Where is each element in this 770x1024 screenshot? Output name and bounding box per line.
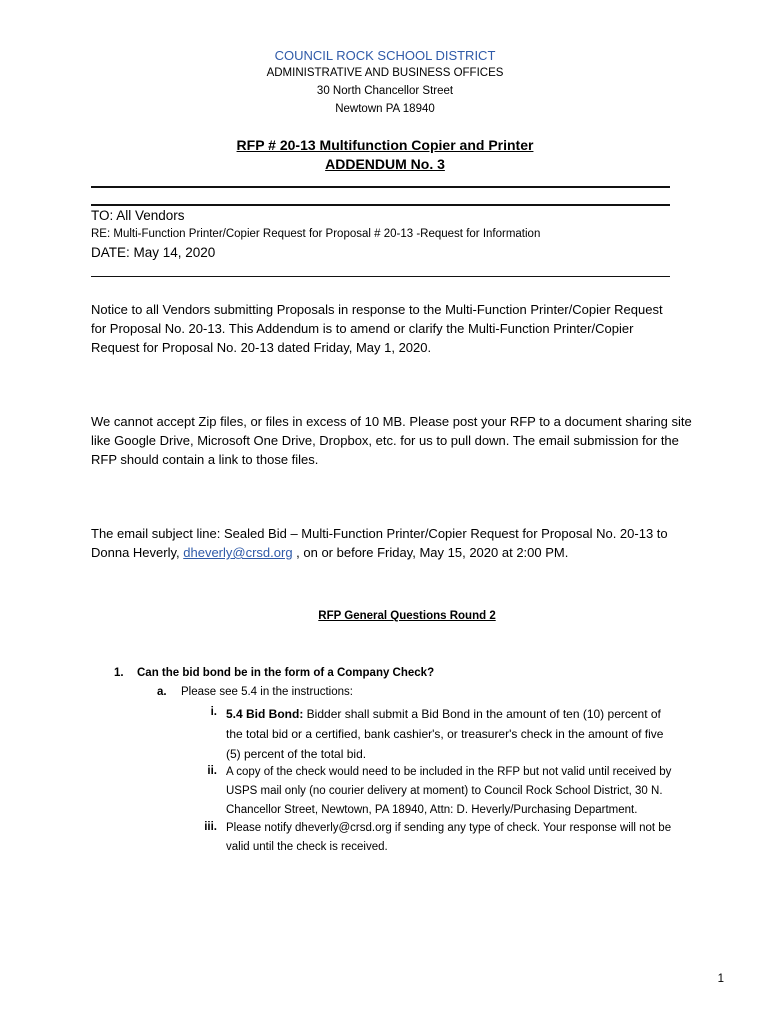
item-i-line-1 <box>226 704 726 724</box>
email-suffix: , on or before Friday, May 15, 2020 at 2:00 PM. <box>292 545 569 560</box>
memo-re: RE: Multi-Function Printer/Copier Request for Proposal # 20-13 -Request for Information <box>91 228 541 240</box>
question-text: Can the bid bond be in the form of a Company Check? <box>137 667 435 679</box>
zip-line: RFP should contain a link to those files. <box>91 452 319 467</box>
notice-line: Request for Proposal No. 20-13 dated Friday, May 1, 2020. <box>91 340 432 355</box>
email-paragraph <box>91 524 731 562</box>
bid-bond-label: 5.4 Bid Bond: <box>226 707 304 721</box>
email-line-2 <box>91 543 731 562</box>
item-i-text <box>226 704 726 764</box>
page-number: 1 <box>717 973 724 985</box>
notice-line: for Proposal No. 20-13. This Addendum is to amend or clarify the Multi-Function Printer/Copier <box>91 321 634 336</box>
item-iii-number: iii. <box>204 821 217 833</box>
item-i-number: i. <box>210 706 217 718</box>
email-line-1: The email subject line: Sealed Bid – Multi-Function Printer/Copier Request for Proposal No. 20-13 to <box>91 526 668 541</box>
rfp-title: RFP # 20-13 Multifunction Copier and Printer <box>236 137 534 153</box>
city-address: Newtown PA 18940 <box>335 103 435 115</box>
item-iii-line: Please notify dheverly@crsd.org if sending any type of check. Your response will not be <box>226 822 672 834</box>
item-iii-text <box>226 819 726 857</box>
item-iii-line: valid until the check is received. <box>226 841 388 853</box>
addendum-title: ADDENDUM No. 3 <box>325 156 445 172</box>
email-prefix: Donna Heverly, <box>91 545 184 560</box>
question-number: 1. <box>114 667 124 679</box>
item-i-line-1-rest: Bidder shall submit a Bid Bond in the amount of ten (10) percent of <box>303 707 661 721</box>
offices-line: ADMINISTRATIVE AND BUSINESS OFFICES <box>266 67 504 79</box>
item-ii-text <box>226 763 726 820</box>
item-i-line-3: (5) percent of the total bid. <box>226 747 367 761</box>
item-ii-line: Chancellor Street, Newtown, PA 18940, Attn: D. Heverly/Purchasing Department. <box>226 804 638 816</box>
item-ii-line: A copy of the check would need to be included in the RFP but not valid until received by <box>226 766 672 778</box>
answer-text: Please see 5.4 in the instructions: <box>181 686 353 698</box>
zip-paragraph <box>91 412 731 469</box>
notice-paragraph <box>91 300 731 357</box>
section-title: RFP General Questions Round 2 <box>318 610 496 622</box>
item-i-line-2: the total bid or a certified, bank cashier's, or treasurer's check in the amount of five <box>226 727 664 741</box>
zip-line: We cannot accept Zip files, or files in excess of 10 MB. Please post your RFP to a document sharing site <box>91 414 692 429</box>
memo-date: DATE: May 14, 2020 <box>91 245 216 260</box>
notice-line: Notice to all Vendors submitting Proposals in response to the Multi-Function Printer/Copier Request <box>91 302 663 317</box>
divider-top-2 <box>91 204 670 206</box>
email-link[interactable]: dheverly@crsd.org <box>183 545 293 560</box>
item-ii-number: ii. <box>207 765 217 777</box>
zip-line: like Google Drive, Microsoft One Drive, Dropbox, etc. for us to pull down. The email submission for the <box>91 433 679 448</box>
district-name: COUNCIL ROCK SCHOOL DISTRICT <box>274 48 496 63</box>
street-address: 30 North Chancellor Street <box>316 85 454 97</box>
memo-to: TO: All Vendors <box>91 208 185 223</box>
answer-letter: a. <box>157 686 167 698</box>
divider-top-1 <box>91 186 670 188</box>
item-ii-line: USPS mail only (no courier delivery at moment) to Council Rock School District, 30 N. <box>226 785 663 797</box>
divider-memo <box>91 276 670 277</box>
